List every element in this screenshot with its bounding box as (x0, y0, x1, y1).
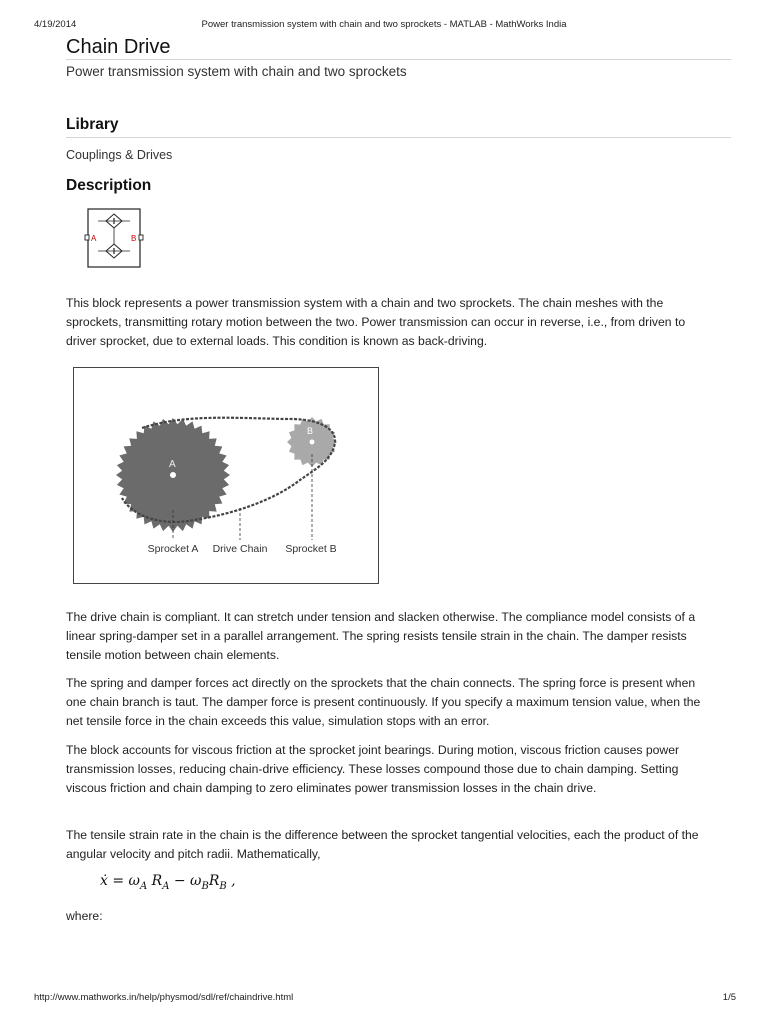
paragraph-where: where: (66, 909, 103, 923)
description-heading: Description (66, 177, 152, 194)
caption-drive-chain: Drive Chain (212, 543, 268, 555)
page-subtitle: Power transmission system with chain and two sprockets (66, 64, 407, 79)
chain-drive-block-icon (84, 206, 144, 270)
print-date: 4/19/2014 (34, 19, 77, 30)
chain-drive-figure (73, 367, 379, 584)
sprocket-b-label: B (307, 426, 314, 436)
block-port-a-label: A (91, 234, 97, 243)
paragraph-block-overview: This block represents a power transmission system with a chain and two sprockets. The chain meshes with the sprockets, transmitting rotary motion between the two. Power transmission can occur in reverse, i.e., from driven to driver sprocket, due to external loads. This condition is known as back-driving. (66, 296, 686, 348)
paragraph-friction: The block accounts for viscous friction at the sprocket joint bearings. During motion, viscous friction causes power transmission losses, reducing chain-drive efficiency. These losses compound those due to chain damping. Setting viscous friction and chain damping to zero eliminates power transmission losses in the chain drive. (66, 743, 680, 795)
print-footer-url: http://www.mathworks.in/help/physmod/sdl/ref/chaindrive.html (34, 992, 294, 1003)
print-header-title: Power transmission system with chain and two sprockets - MATLAB - MathWorks India (201, 19, 567, 30)
paragraph-strain-rate: The tensile strain rate in the chain is the difference between the sprocket tangential velocities, each the product of the angular velocity and pitch radii. Mathematically, (66, 828, 699, 861)
caption-sprocket-b: Sprocket B (285, 543, 337, 555)
library-heading: Library (66, 116, 119, 133)
strain-rate-equation: ẋ = $\omega_A$ $R_A - \omega_BR_B$ , (100, 873, 236, 892)
page-title: Chain Drive (66, 36, 171, 58)
print-page-number: 1/5 (722, 992, 736, 1003)
library-divider (66, 137, 731, 138)
title-divider (66, 59, 731, 60)
block-port-b-label: B (131, 234, 137, 243)
sprocket-a-label: A (169, 459, 176, 470)
caption-sprocket-a: Sprocket A (147, 543, 199, 555)
paragraph-compliance: The drive chain is compliant. It can stretch under tension and slacken otherwise. The compliance model consists of a linear spring-damper set in a parallel arrangement. The spring resists tensile strain in the chain. The damper resists tensile motion between chain elements. (66, 610, 696, 662)
library-link[interactable]: Couplings & Drives (66, 148, 173, 162)
paragraph-forces: The spring and damper forces act directly on the sprockets that the chain connects. The spring force is present when one chain branch is taut. The damper force is present continuously. If you specify a maximum tension value, when the net tensile force in the chain exceeds this value, simulation stops with an error. (66, 676, 701, 728)
